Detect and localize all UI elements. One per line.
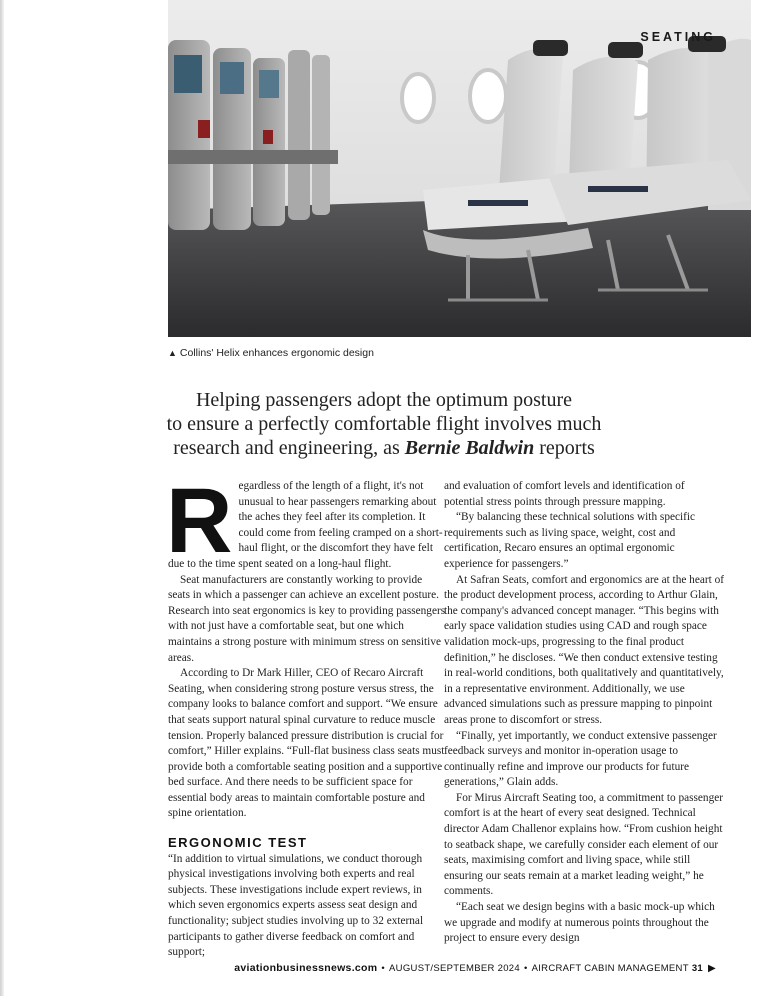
drop-cap: R <box>166 470 233 572</box>
author-name: Bernie Baldwin <box>404 437 535 459</box>
standfirst-line-3-text: research and engineering, as <box>173 437 400 459</box>
article-paragraph <box>166 470 446 573</box>
article-paragraph: “In addition to virtual simulations, we conduct thorough physical investigations involving both experts and real subjects. These investigations include expert reviews, in which seven ergonomics experts assess seat design and functionality; subject studies involving up to 32 external participants to gather diverse feedback on comfort and support; <box>168 852 424 959</box>
section-subheading: ERGONOMIC TEST <box>168 835 308 851</box>
standfirst-line-3 <box>150 436 618 460</box>
footer-bullet: • <box>523 963 528 974</box>
cabin-seats-illustration <box>168 0 751 337</box>
section-label: SEATING <box>640 30 716 44</box>
article-paragraph: and evaluation of comfort levels and identification of potential stress points through pressure mapping. <box>444 480 685 508</box>
page-spine-edge <box>0 0 4 996</box>
page-number: 31 <box>691 963 703 974</box>
photo-caption <box>168 347 374 359</box>
article-paragraph: “Each seat we design begins with a basic mock-up which we upgrade and modify at numerous points throughout the project to ensure every design <box>444 901 715 945</box>
page-footer <box>0 962 716 974</box>
article-opening-text: egardless of the length of a flight, it's not unusual to hear passengers remarking about the aches they feel after its completion. It could come from feeling cramped on a short-haul flight, or the discomfort they have felt due to the time spent seated on a long-haul flight. <box>168 480 443 570</box>
standfirst-reports: reports <box>534 437 595 459</box>
footer-issue: AUGUST/SEPTEMBER 2024 <box>389 963 520 974</box>
article-paragraph: At Safran Seats, comfort and ergonomics are at the heart of the product development process, according to Arthur Glain, the company's advanced concept manager. “This begins with early space validation studies using CAD and rough space validation mock-ups, progressing to the final product definition,” he discloses. “We then conduct extensive testing in real-world conditions, both qualitatively and quantitatively, in a representative environment. Additionally, we use advanced simulations such as pressure mapping to pinpoint areas prone to discomfort or stress. <box>444 573 724 726</box>
caption-text: Collins' Helix enhances ergonomic design <box>179 347 374 359</box>
article-paragraph: “Finally, yet importantly, we conduct extensive passenger feedback surveys and monitor in-operation usage to continually refine and improve our products for future generations,” Glain adds. <box>444 729 717 789</box>
standfirst-line-2: to ensure a perfectly comfortable flight involves much <box>166 413 602 435</box>
article-column-left <box>166 470 446 961</box>
footer-website: aviationbusinessnews.com <box>234 962 378 974</box>
article-paragraph: According to Dr Mark Hiller, CEO of Recaro Aircraft Seating, when considering strong posture versus stress, the company looks to balance comfort and support. “We ensure that seats support natural spinal curvature to reduce muscle tension. Properly balanced pressure distribution is crucial for comfort,” Hiller explains. “Full-flat business class seats must provide both a comfortable seating position and a supportive bed surface. And there needs to be sufficient space for essential body areas to maintain comfortable posture and spine orientation. <box>168 667 445 820</box>
standfirst <box>150 388 618 460</box>
footer-bullet: • <box>381 963 386 974</box>
standfirst-line-1: Helping passengers adopt the optimum posture <box>195 389 573 411</box>
cabin-seats-photo <box>168 0 751 337</box>
article-column-right <box>444 479 726 947</box>
caption-triangle-icon: ▲ <box>168 348 177 358</box>
next-page-arrow-icon: ▶ <box>708 963 716 974</box>
article-paragraph: “By balancing these technical solutions with specific requirements such as living space, weight, cost and certification, Recaro ensures an optimal ergonomic experience for passengers.” <box>444 511 696 570</box>
article-paragraph: For Mirus Aircraft Seating too, a commitment to passenger comfort is at the heart of every seat designed. Technical director Adam Challenor explains how. “From cushion height to seatback shape, we carefully consider each element of our seats, maximising comfort and living space, while still ensuring our seats remain at a market leading weight,” he comments. <box>444 791 723 898</box>
article-paragraph: Seat manufacturers are constantly working to provide seats in which a passenger can achieve an excellent posture. Research into seat ergonomics is key to providing passengers with not just have a comfortable seat, but one which maintains a strong posture with minimum stress on sensitive areas. <box>168 573 446 664</box>
footer-publication: AIRCRAFT CABIN MANAGEMENT <box>531 963 689 974</box>
